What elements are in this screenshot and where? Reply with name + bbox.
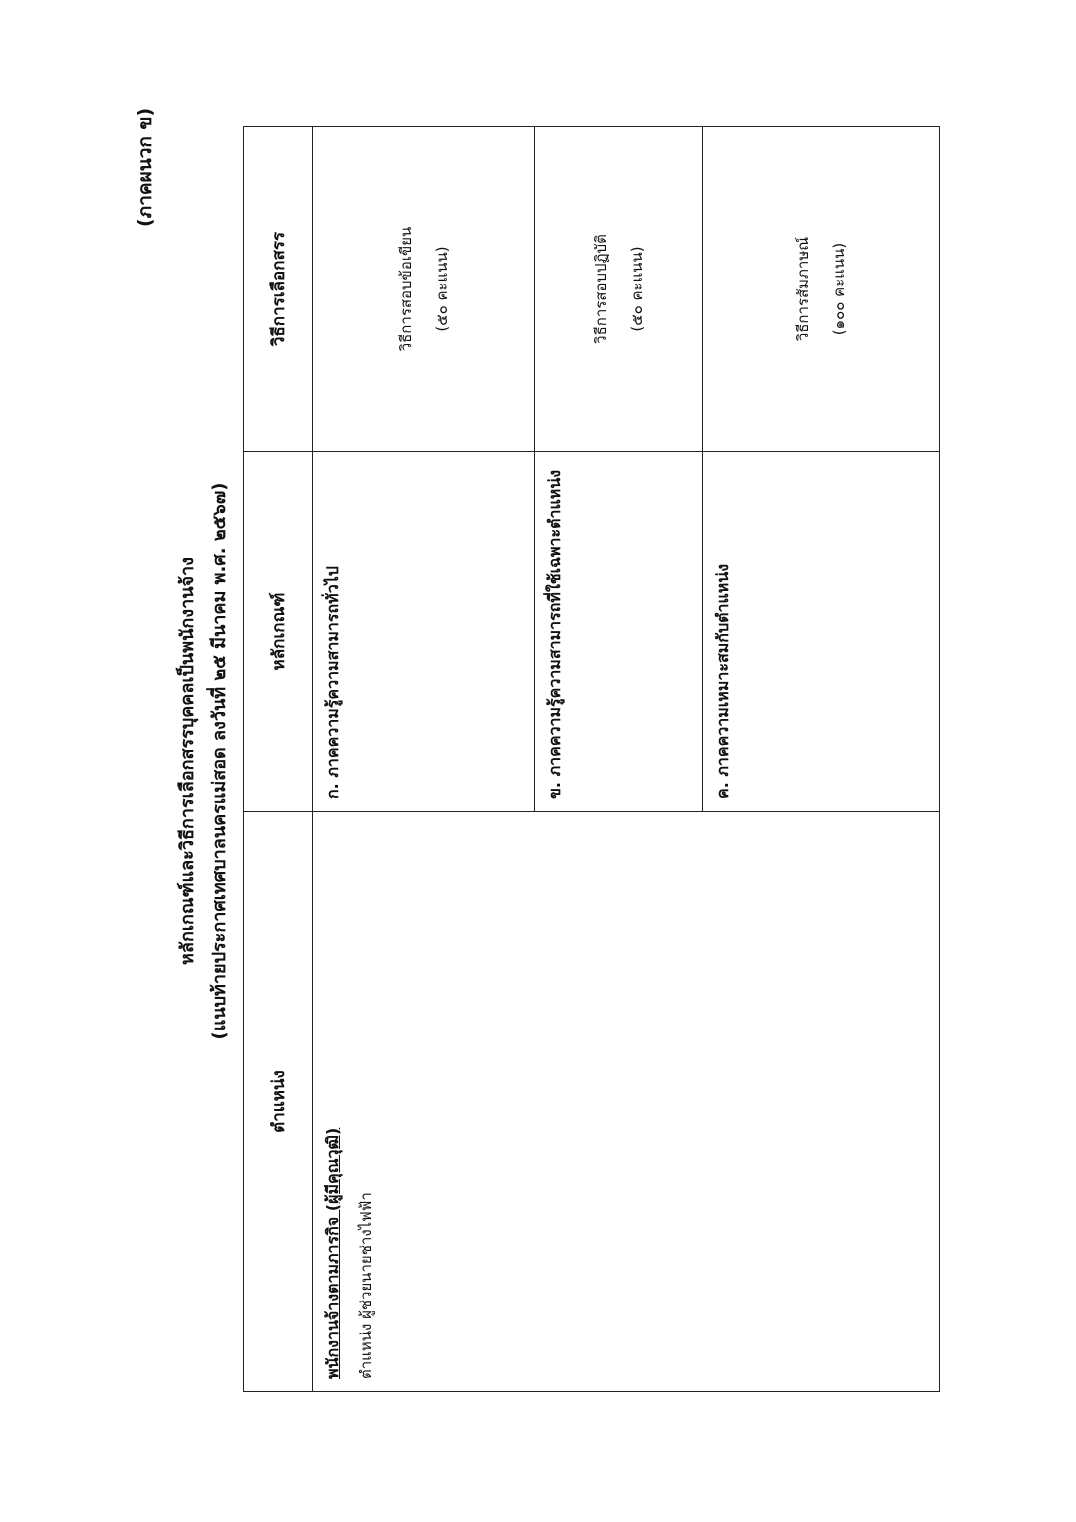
section-title: ค. ภาคความเหมาะสมกับตำแหน่ง [713, 563, 732, 799]
criteria-cell [313, 452, 940, 812]
title-line-2: (แนบท้ายประกาศเทศบาลนครแม่สอด ลงวันที่ ๒๕ มีนาคม พ.ศ. ๒๕๖๗) [209, 482, 230, 1040]
table-row [313, 127, 940, 1392]
section-title: ข. ภาคความรู้ความสามารถที่ใช้เฉพาะตำแหน่ง [545, 469, 564, 799]
annex-label: (ภาคผนวก ข) [134, 107, 156, 227]
criteria-section-suitability [703, 452, 939, 811]
title-line-1: หลักเกณฑ์และวิธีการเลือกสรรบุคคลเป็นพนักงานจ้าง [177, 557, 198, 965]
method-label: วิธีการสอบปฏิบัติ [591, 234, 610, 344]
position-heading: พนักงานจ้างตามภารกิจ (ผู้มีคุณวุฒิ) [323, 1127, 342, 1379]
method-interview [703, 127, 939, 451]
method-written-exam [313, 127, 535, 451]
method-cell [313, 127, 940, 452]
method-label: วิธีการสัมภาษณ์ [794, 236, 812, 342]
criteria-section-general-knowledge [313, 452, 535, 811]
method-score: (๑๐๐ คะแนน) [830, 242, 848, 336]
header-method: วิธีการเลือกสรร [244, 127, 313, 452]
table-header-row [244, 127, 313, 1392]
position-line: ตำแหน่ง ผู้ช่วยนายช่างไฟฟ้า [357, 1192, 375, 1379]
section-title: ก. ภาคความรู้ความสามารถทั่วไป [323, 566, 342, 799]
criteria-section-position-knowledge [535, 452, 703, 811]
method-score: (๕๐ คะแนน) [432, 246, 451, 332]
document-title [172, 0, 236, 1522]
header-position: ตำแหน่ง [244, 812, 313, 1392]
method-label: วิธีการสอบข้อเขียน [396, 226, 415, 352]
method-score: (๕๐ คะแนน) [627, 246, 646, 332]
criteria-table [243, 126, 940, 1392]
header-criteria: หลักเกณฑ์ [244, 452, 313, 812]
position-cell [313, 812, 940, 1392]
method-practical-exam [535, 127, 703, 451]
